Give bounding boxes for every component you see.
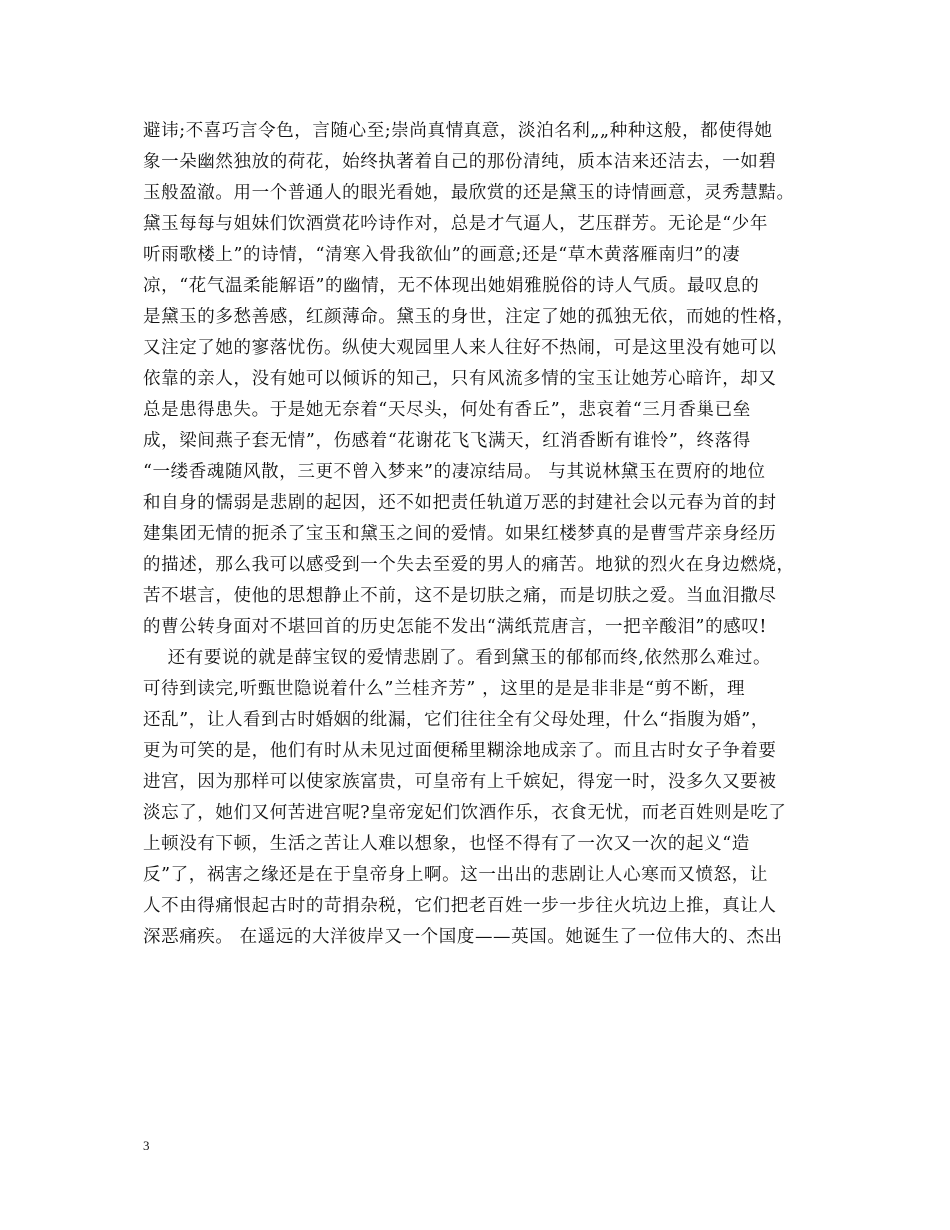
text-line: 深恶痛疾。 在遥远的大洋彼岸又一个国度——英国。她诞生了一位伟大的、杰出 <box>143 927 783 947</box>
text-line: 更为可笑的是，他们有时从未见过面便稀里糊涂地成亲了。而且古时女子争着要 <box>143 741 777 761</box>
text-line: 苦不堪言，使他的思想静止不前，这不是切肤之痛，而是切肤之爱。当血泪撒尽 <box>143 586 777 606</box>
text-line: 的曹公转身面对不堪回首的历史怎能不发出“满纸荒唐言，一把辛酸泪”的感叹! <box>143 617 768 637</box>
text-line: 依靠的亲人，没有她可以倾诉的知己，只有风流多情的宝玉让她芳心暗许，却又 <box>143 369 777 389</box>
text-line: 反”了，祸害之缘还是在于皇帝身上啊。这一出出的悲剧让人心寒而又愤怒，让 <box>143 865 768 885</box>
text-line: 听雨歌楼上”的诗情，“清寒入骨我欲仙”的画意;还是“草木黄落雁南归”的凄 <box>143 245 741 265</box>
text-line: 成，梁间燕子套无情”，伤感着“花谢花飞飞满天，红消香断有谁怜”，终落得 <box>143 431 751 451</box>
text-line: 总是患得患失。于是她无奈着“天尽头，何处有香丘”，悲哀着“三月香巢已垒 <box>143 400 751 420</box>
text-line: 象一朵幽然独放的荷花，始终执著着自己的那份清纯，质本洁来还洁去，一如碧 <box>143 152 777 172</box>
text-line: 黛玉每每与姐妹们饮酒赏花吟诗作对，总是才气逼人，艺压群芳。无论是“少年 <box>143 214 768 234</box>
text-line: 上顿没有下顿，生活之苦让人难以想象，也怪不得有了一次又一次的起义“造 <box>143 834 750 854</box>
text-line: 的描述，那么我可以感受到一个失去至爱的男人的痛苦。地狱的烈火在身边燃烧， <box>143 555 795 575</box>
text-line: 人不由得痛恨起古时的苛捐杂税，它们把老百姓一步一步往火坑边上推，真让人 <box>143 896 777 916</box>
text-line: 和自身的懦弱是悲剧的起因，还不如把责任轨道万恶的封建社会以元春为首的封 <box>143 493 777 513</box>
text-line: 是黛玉的多愁善感，红颜薄命。黛玉的身世，注定了她的孤独无依，而她的性格， <box>143 307 795 327</box>
text-line: “一缕香魂随风散，三更不曾入梦来”的凄凉结局。 与其说林黛玉在贾府的地位 <box>143 462 766 482</box>
text-line: 建集团无情的扼杀了宝玉和黛玉之间的爱情。如果红楼梦真的是曹雪芹亲身经历 <box>143 524 777 544</box>
body-text <box>143 116 823 953</box>
text-line: 玉般盈澈。用一个普通人的眼光看她，最欣赏的还是黛玉的诗情画意，灵秀慧黠。 <box>143 183 795 203</box>
text-line: 又注定了她的寥落忧伤。纵使大观园里人来人往好不热闹，可是这里没有她可以 <box>143 338 777 358</box>
text-line: 还有要说的就是薛宝钗的爱情悲剧了。看到黛玉的郁郁而终,依然那么难过。 <box>143 648 772 668</box>
text-line: 还乱”，让人看到古时婚姻的纰漏，它们往往全有父母处理，什么“指腹为婚”， <box>143 710 769 730</box>
text-line: 可待到读完,听甄世隐说着什么”兰桂齐芳” ，这里的是是非非是“剪不断，理 <box>143 679 746 699</box>
text-line: 凉，“花气温柔能解语”的幽情，无不体现出她娟雅脱俗的诗人气质。最叹息的 <box>143 276 760 296</box>
page-number: 3 <box>143 1138 150 1153</box>
text-line: 避讳;不喜巧言令色，言随心至;崇尚真情真意，淡泊名利„„种种这般，都使得她 <box>143 121 773 141</box>
text-line: 淡忘了，她们又何苦进宫呢?皇帝宠妃们饮酒作乐，衣食无忧，而老百姓则是吃了 <box>143 803 787 823</box>
text-line: 进宫，因为那样可以使家族富贵，可皇帝有上千嫔妃，得宠一时，没多久又要被 <box>143 772 777 792</box>
